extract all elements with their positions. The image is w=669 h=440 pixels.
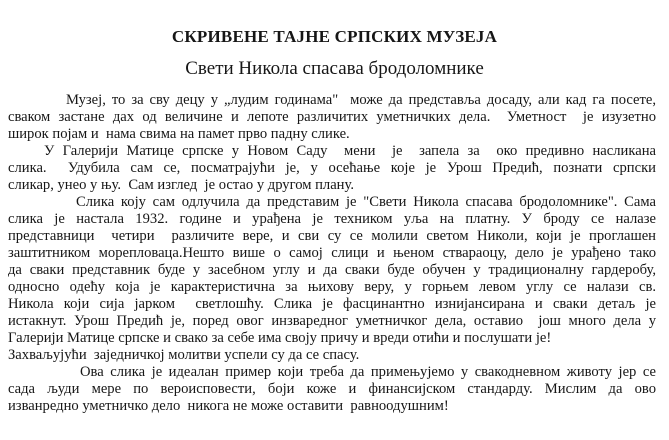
text-line: истакнут. Урош Предић је, поред овог инзваредног уметничког дела, оставио још много дела у [8, 313, 656, 329]
text-line: Галерији Матице српске и свако за себе има своју причу и вреди отићи и послушати је! [8, 330, 552, 346]
text-line: представници четири различите вере, и сви су се молили светом Николи, који је проглашен [8, 228, 656, 244]
text-line: односно одећу која је карактеристична за њихову веру, у горњем левом углу се налази св. [8, 279, 656, 295]
text-line: изванредно уметничко дело никога не може оставити равноодушним! [8, 398, 449, 414]
text-line: слика. Удубила сам се, посматрајући је, у осећање које је Урош Предић, познати српски [8, 160, 656, 176]
text-line: сада људи мере по вероисповести, боји коже и финансијском стандарду. Мислим да ово [8, 381, 656, 397]
text-line: Ова слика је идеалан пример који треба да примењујемо у свакодневном животу јер се [80, 364, 656, 380]
text-line: Слика коју сам одлучила да представим је "Свети Никола спасава бродоломнике". Сама [76, 194, 656, 210]
text-line: широк појам и нама свима на памет прво падну слике. [8, 126, 350, 142]
text-line: сваком застане дах од величине и лепоте различитих уметничких дела. Уметност је изузетно [8, 109, 656, 125]
text-line: сликар, унео у њу. Сам изглед је остао у другом плану. [8, 177, 354, 193]
text-line: Музеј, то за сву децу у „лудим годинама" може да представља досаду, али кад га посете, [66, 92, 656, 108]
text-line: заштитником морепловаца.Нешто више о самој слици и њеном ствараоцу, дело је урађено тако [8, 245, 656, 261]
text-line: да сваки представник буде у засебном углу и да сваки буде обучен у традиционалну гардеробу, [8, 262, 656, 278]
page-title: СКРИВЕНЕ ТАЈНЕ СРПСКИХ МУЗЕЈА [171, 27, 498, 46]
text-line: слика је настала 1932. године и урађена је техником уља на платну. У броду се налазе [8, 211, 656, 227]
text-line: Никола који сија јарком светлошћу. Слика је фасцинантно изнијансирана и сваки детаљ је [8, 296, 656, 312]
text-line: У Галерији Матице српске у Новом Саду мени је запела за око предивно насликана [44, 143, 656, 159]
text-line: Захваљујући заједничкој молитви успели су да се спасу. [8, 347, 360, 363]
page-subtitle: Свети Никола спасава бродоломнике [185, 58, 484, 79]
article-body [0, 92, 669, 415]
